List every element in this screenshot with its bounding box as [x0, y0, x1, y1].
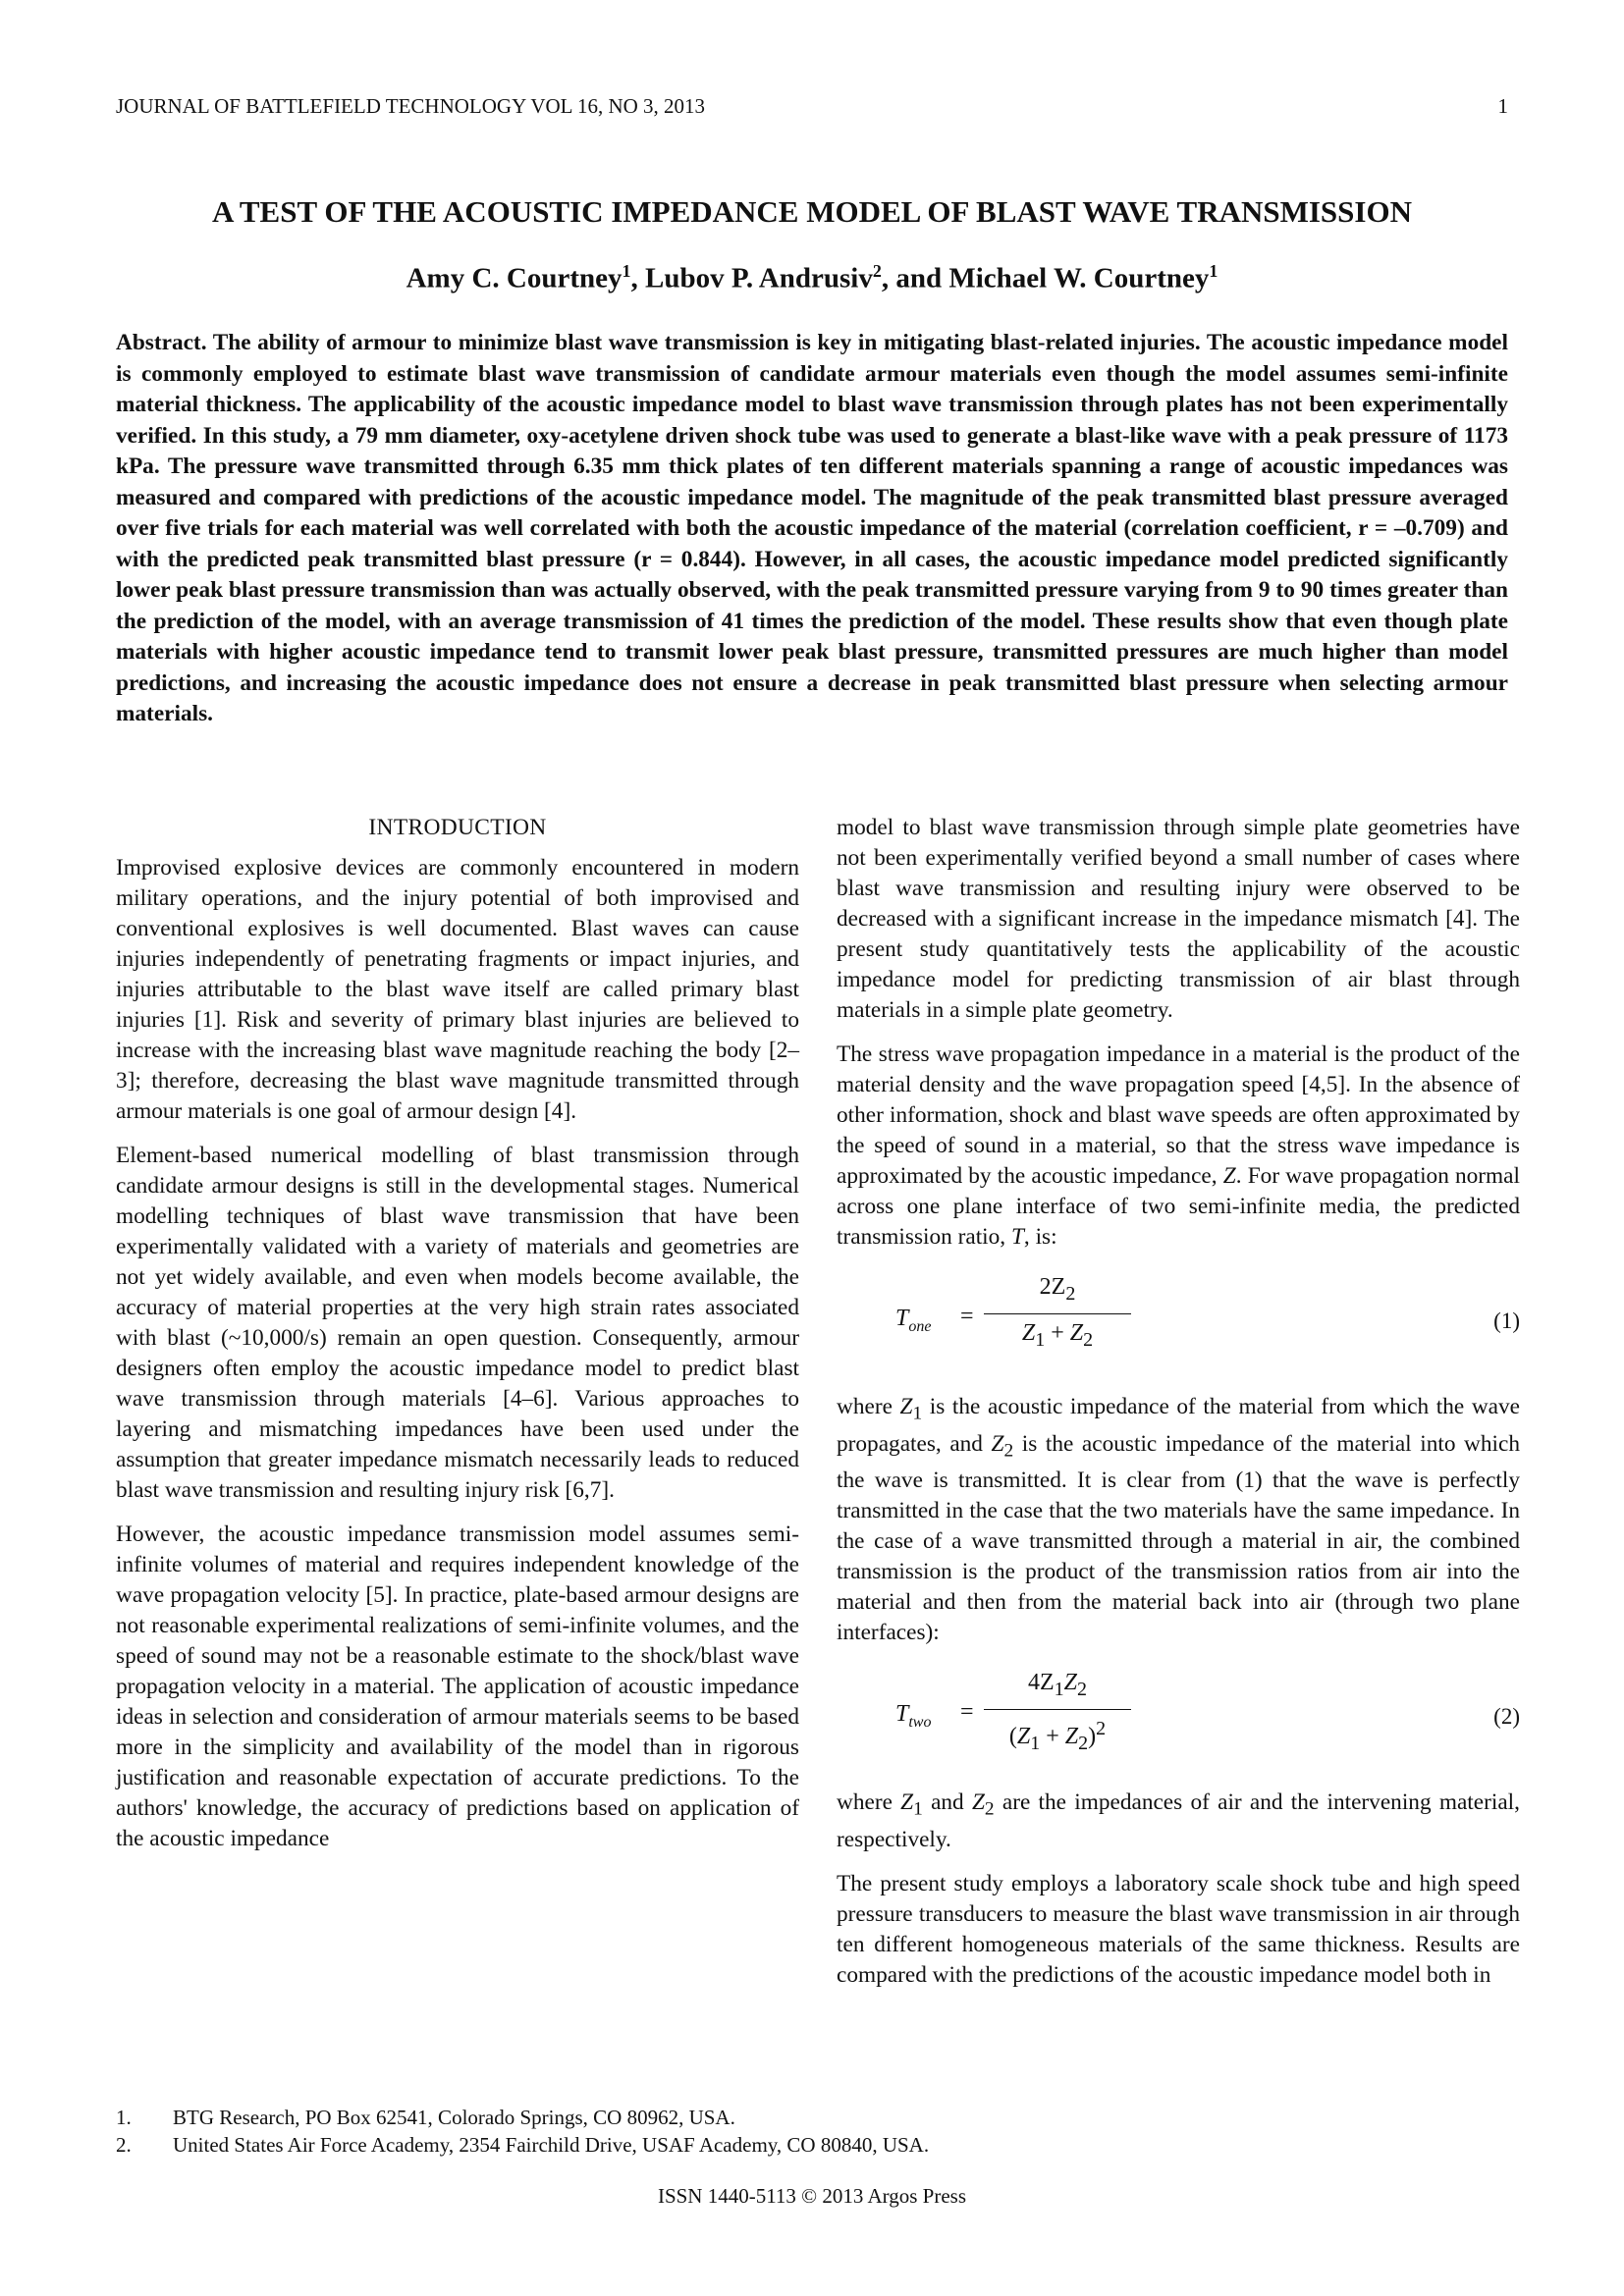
paragraph: where $Z_1$ is the acoustic impedance of the material from which the wave propagates, and $Z_2$ is the acoustic impedance of the material into which the wave is transmitted. It is clear from (1) that the wave is perfectly transmitted in the case that the two materials have the same impedance. In the case of a wave transmitted through a material in air, the combined transmission is the product of the transmission ratios from air into the material and then from the material back into air (through two plane interfaces): — [837, 1394, 1520, 1646]
abstract: Abstract. The ability of armour to minimize blast wave transmission is key in mitigating blast-related injuries. The acoustic impedance model is commonly employed to estimate blast wave transmission of candidate armour materials even though the model assumes semi-infinite material thickness. The applicability of the acoustic impedance model to blast wave transmission through plates has not been experimentally verified. In this study, a 79 mm diameter, oxy-acetylene driven shock tube was used to generate a blast-like wave with a peak pressure of 1173 kPa. The pressure wave transmitted through 6.35 mm thick plates of ten different materials spanning a range of acoustic impedances was measured and compared with predictions of the acoustic impedance model. The magnitude of the peak transmitted blast pressure averaged over five trials for each material was well correlated with both the acoustic impedance of the material (correlation coefficient, r = –0.709) and with the predicted peak transmitted blast pressure (r = 0.844). However, in all cases, the acoustic impedance model predicted significantly lower peak blast pressure transmission than was actually observed, with the peak transmitted pressure varying from 9 to 90 times greater than the prediction of the model, with an average transmission of 41 times the prediction of the model. These results show that even though plate materials with higher acoustic impedance tend to transmit lower peak blast pressure, transmitted pressures are much higher than model predictions, and increasing the acoustic impedance does not ensure a decrease in peak transmitted blast pressure when selecting armour materials. — [116, 330, 1508, 726]
eq-lhs: $T_{two}$ — [895, 1701, 932, 1732]
footnote: 1. BTG Research, PO Box 62541, Colorado Springs, CO 80962, USA. — [116, 2106, 735, 2129]
left-column — [116, 813, 799, 1868]
paragraph: model to blast wave transmission through simple plate geometries have not been experimentally verified beyond a small number of cases where blast wave transmission and resulting injury were observed to be decreased with a significant increase in the impedance mismatch [4]. The present study quantitatively tests the applicability of the acoustic impedance model for predicting transmission of air blast through materials in a simple plate geometry. — [837, 815, 1520, 1023]
running-header — [116, 94, 1508, 119]
paragraph: The present study employs a laboratory scale shock tube and high speed pressure transducers to measure the blast wave transmission in air through ten different homogeneous materials of the same thickness. Results are compared with the predictions of the acoustic impedance model both in — [837, 1870, 1520, 1988]
section-heading: INTRODUCTION — [368, 815, 547, 840]
author-list: Amy C. Courtney$^1$, Lubov P. Andrusiv$^2$, and Michael W. Courtney$^1$ — [406, 261, 1218, 294]
journal-name: JOURNAL OF BATTLEFIELD TECHNOLOGY VOL 16, NO 3, 2013 — [116, 94, 706, 118]
eq-lhs: $T_{one}$ — [895, 1306, 932, 1335]
paragraph: However, the acoustic impedance transmission model assumes semi-infinite volumes of material and requires independent knowledge of the wave propagation velocity [5]. In practice, plate-based armour designs are not reasonable experimental realizations of semi-infinite volumes, and the speed of sound may not be a reasonable estimate to the shock/blast wave propagation velocity in a material. The application of acoustic impedance ideas in selection and consideration of armour materials seems to be based more in the simplicity and availability of the model than in rigorous justification and reasonable expectation of accurate predictions. To the authors' knowledge, the accuracy of predictions based on application of the acoustic impedance — [116, 1522, 799, 1851]
footnote: 2. United States Air Force Academy, 2354 Fairchild Drive, USAF Academy, CO 80840, USA. — [116, 2133, 930, 2157]
equation-number: (2) — [1493, 1704, 1520, 1730]
author-name: Amy C. Courtney — [406, 262, 623, 294]
paragraph: where $Z_1$ and $Z_2$ are the impedances of air and the intervening material, respectively. — [837, 1789, 1520, 1852]
affiliation-mark: 1 — [622, 261, 631, 281]
eq-fraction: $\frac{4Z_1Z_2}{(Z_1 + Z_2)^2}$ — [984, 1668, 1131, 1759]
page-footer: ISSN 1440-5113 © 2013 Argos Press — [657, 2184, 967, 2208]
equation-number: (1) — [1493, 1308, 1520, 1333]
paragraph: The stress wave propagation impedance in a material is the product of the material density and the wave propagation speed [4,5]. In the absence of other information, shock and blast wave speeds are often approximated by the speed of sound in a material, so that the stress wave impedance is approximated by the acoustic impedance, Z. For wave propagation normal across one plane interface of two semi-infinite media, the predicted transmission ratio, T, is: — [837, 1041, 1520, 1250]
author-name: Lubov P. Andrusiv — [645, 262, 873, 294]
paragraph: Element-based numerical modelling of blast transmission through candidate armour designs is still in the developmental stages. Numerical modelling techniques of blast wave transmission that have been experimentally validated with a variety of materials and geometries are not yet widely available, and even when models become available, the accuracy of material properties at the very high strain rates associated with blast (~10,000/s) remain an open question. Consequently, armour designers often employ the acoustic impedance model to predict blast wave transmission through materials [4–6]. Various approaches to layering and mismatching impedances have been used under the assumption that greater impedance mismatch necessarily leads to reduced blast wave transmission and resulting injury risk [6,7]. — [116, 1143, 799, 1503]
page-number: 1 — [1497, 94, 1508, 118]
paragraph: Improvised explosive devices are commonly encountered in modern military operations, and the injury potential of both improvised and conventional explosives is well documented. Blast waves can cause injuries independently of penetrating fragments or impact injuries, and injuries attributable to the blast wave itself are called primary blast injuries [1]. Risk and severity of primary blast injuries are believed to increase with the increasing blast wave magnitude reaching the body [2–3]; therefore, decreasing the blast wave magnitude transmitted through armour materials is one goal of armour design [4]. — [116, 855, 799, 1124]
right-column — [837, 813, 1520, 2004]
equation-2: $T_{two}$ = $\frac{4Z_1Z_2}{(Z_1 + Z_2)^2}$ (2) — [837, 1662, 1520, 1780]
affiliation-mark: 1 — [1209, 261, 1218, 281]
eq-fraction: $\frac{2Z_2}{Z_1 + Z_2}$ — [984, 1272, 1131, 1356]
equation-1: $T_{one}$ = $\frac{2Z_2}{Z_1 + Z_2}$ (1) — [837, 1266, 1520, 1384]
author-name: Michael W. Courtney — [948, 262, 1210, 294]
paper-title: A TEST OF THE ACOUSTIC IMPEDANCE MODEL OF BLAST WAVE TRANSMISSION — [212, 194, 1412, 229]
affiliation-mark: 2 — [872, 261, 882, 281]
footnotes — [116, 2104, 1508, 2159]
